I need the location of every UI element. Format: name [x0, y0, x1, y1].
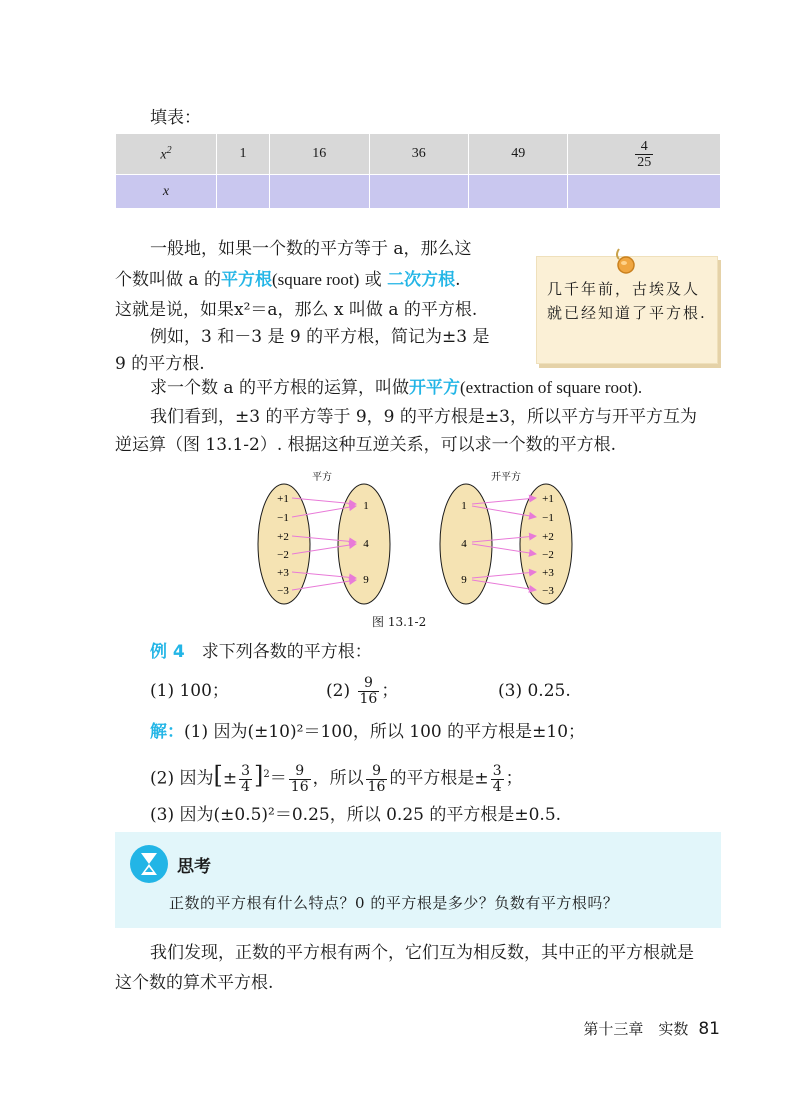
para2-line1: 例如，3 和－3 是 9 的平方根，简记为±3 是: [150, 327, 490, 347]
hourglass-icon: [129, 844, 169, 884]
page-footer: [583, 1018, 720, 1039]
right-output: +3: [542, 567, 554, 579]
left-input: +3: [277, 567, 289, 579]
left-input: −1: [277, 512, 289, 524]
solution-line-2: (2) 因为[± $\frac{3}{4}$ ]$^2$＝ $\frac{9}{16}$ ，所以 $\frac{9}{16}$ 的平方根是± $\frac{3}{4}$ ；: [150, 761, 523, 795]
right-output: −2: [542, 549, 554, 561]
figure-13-1-2: [250, 466, 590, 626]
table-cell-empty[interactable]: [568, 175, 721, 209]
example-item-2: (2) $\frac{9}{16}$ ；: [326, 675, 399, 707]
table-header-x: x: [116, 175, 217, 209]
table-cell-empty[interactable]: [217, 175, 270, 209]
figure-right-title: 开平方: [491, 472, 521, 483]
side-note: [536, 256, 718, 364]
right-output: −3: [542, 585, 554, 597]
solution-line-1: 解：(1) 因为(±10)²＝100，所以 100 的平方根是±10；: [150, 722, 586, 742]
solution-line-3: (3) 因为(±0.5)²＝0.25，所以 0.25 的平方根是±0.5.: [150, 805, 562, 825]
term-extraction: 开平方: [408, 378, 460, 398]
example-item-3: (3) 0.25.: [498, 681, 571, 701]
fill-table-label: 填表：: [150, 108, 201, 128]
para3: 求一个数 a 的平方根的运算，叫做开平方(extraction of square root).: [150, 378, 643, 398]
table-cell: 49: [468, 134, 567, 175]
table-row-squares: [116, 134, 721, 175]
para1-line3: 这就是说，如果x²＝a，那么 x 叫做 a 的平方根.: [115, 300, 478, 320]
figure-left-title: 平方: [312, 472, 332, 483]
table-cell-empty[interactable]: [468, 175, 567, 209]
table-cell-empty[interactable]: [270, 175, 369, 209]
para1-line1: 一般地，如果一个数的平方等于 a，那么这: [150, 239, 472, 259]
solution-label: 解：: [150, 722, 184, 742]
right-input: 1: [461, 500, 467, 512]
table-row-roots: [116, 175, 721, 209]
example-item-1: (1) 100；: [150, 681, 229, 701]
para1-line2: 个数叫做 a 的平方根(square root) 或 二次方根.: [115, 270, 461, 290]
left-output: 9: [363, 574, 369, 586]
figure-caption: 图 13.1-2: [372, 615, 427, 629]
page-number: 81: [698, 1019, 720, 1039]
left-input: +1: [277, 493, 289, 505]
term-quadratic-root: 二次方根: [387, 270, 456, 290]
example-label: 例 4: [150, 642, 185, 662]
chapter-title: 第十三章 实数: [583, 1020, 689, 1038]
right-output: −1: [542, 512, 554, 524]
para4-line1: 我们看到，±3 的平方等于 9，9 的平方根是±3，所以平方与开平方互为: [150, 407, 697, 427]
pin-icon: [611, 245, 641, 275]
side-note-text: 几千年前，古埃及人就已经知道了平方根.: [547, 280, 707, 322]
table-cell-empty[interactable]: [369, 175, 468, 209]
right-input: 9: [461, 574, 467, 586]
table-cell: 1: [217, 134, 270, 175]
right-output: +1: [542, 493, 554, 505]
left-input: +2: [277, 531, 289, 543]
left-output: 4: [363, 538, 369, 550]
table-header-x-squared: $x^2$: [116, 134, 217, 175]
left-output: 1: [363, 500, 369, 512]
conclusion-line-1: 我们发现，正数的平方根有两个，它们互为相反数，其中正的平方根就是: [150, 943, 694, 963]
think-box: [115, 832, 721, 928]
example-heading: 例 4 求下列各数的平方根：: [150, 642, 372, 662]
conclusion-line-2: 这个数的算术平方根.: [115, 973, 274, 993]
para2-line2: 9 的平方根.: [115, 354, 205, 374]
left-input: −2: [277, 549, 289, 561]
right-input: 4: [461, 538, 467, 550]
right-output: +2: [542, 531, 554, 543]
term-square-root: 平方根: [220, 270, 272, 290]
square-table: [115, 133, 721, 209]
table-cell-fraction: $\frac{4}{25}$: [568, 134, 721, 175]
para4-line2: 逆运算（图 13.1-2）. 根据这种互逆关系，可以求一个数的平方根.: [115, 435, 617, 455]
think-body: 正数的平方根有什么特点？0 的平方根是多少？负数有平方根吗？: [169, 894, 619, 912]
left-input: −3: [277, 585, 289, 597]
table-cell: 16: [270, 134, 369, 175]
table-cell: 36: [369, 134, 468, 175]
think-title: 思考: [177, 857, 211, 877]
